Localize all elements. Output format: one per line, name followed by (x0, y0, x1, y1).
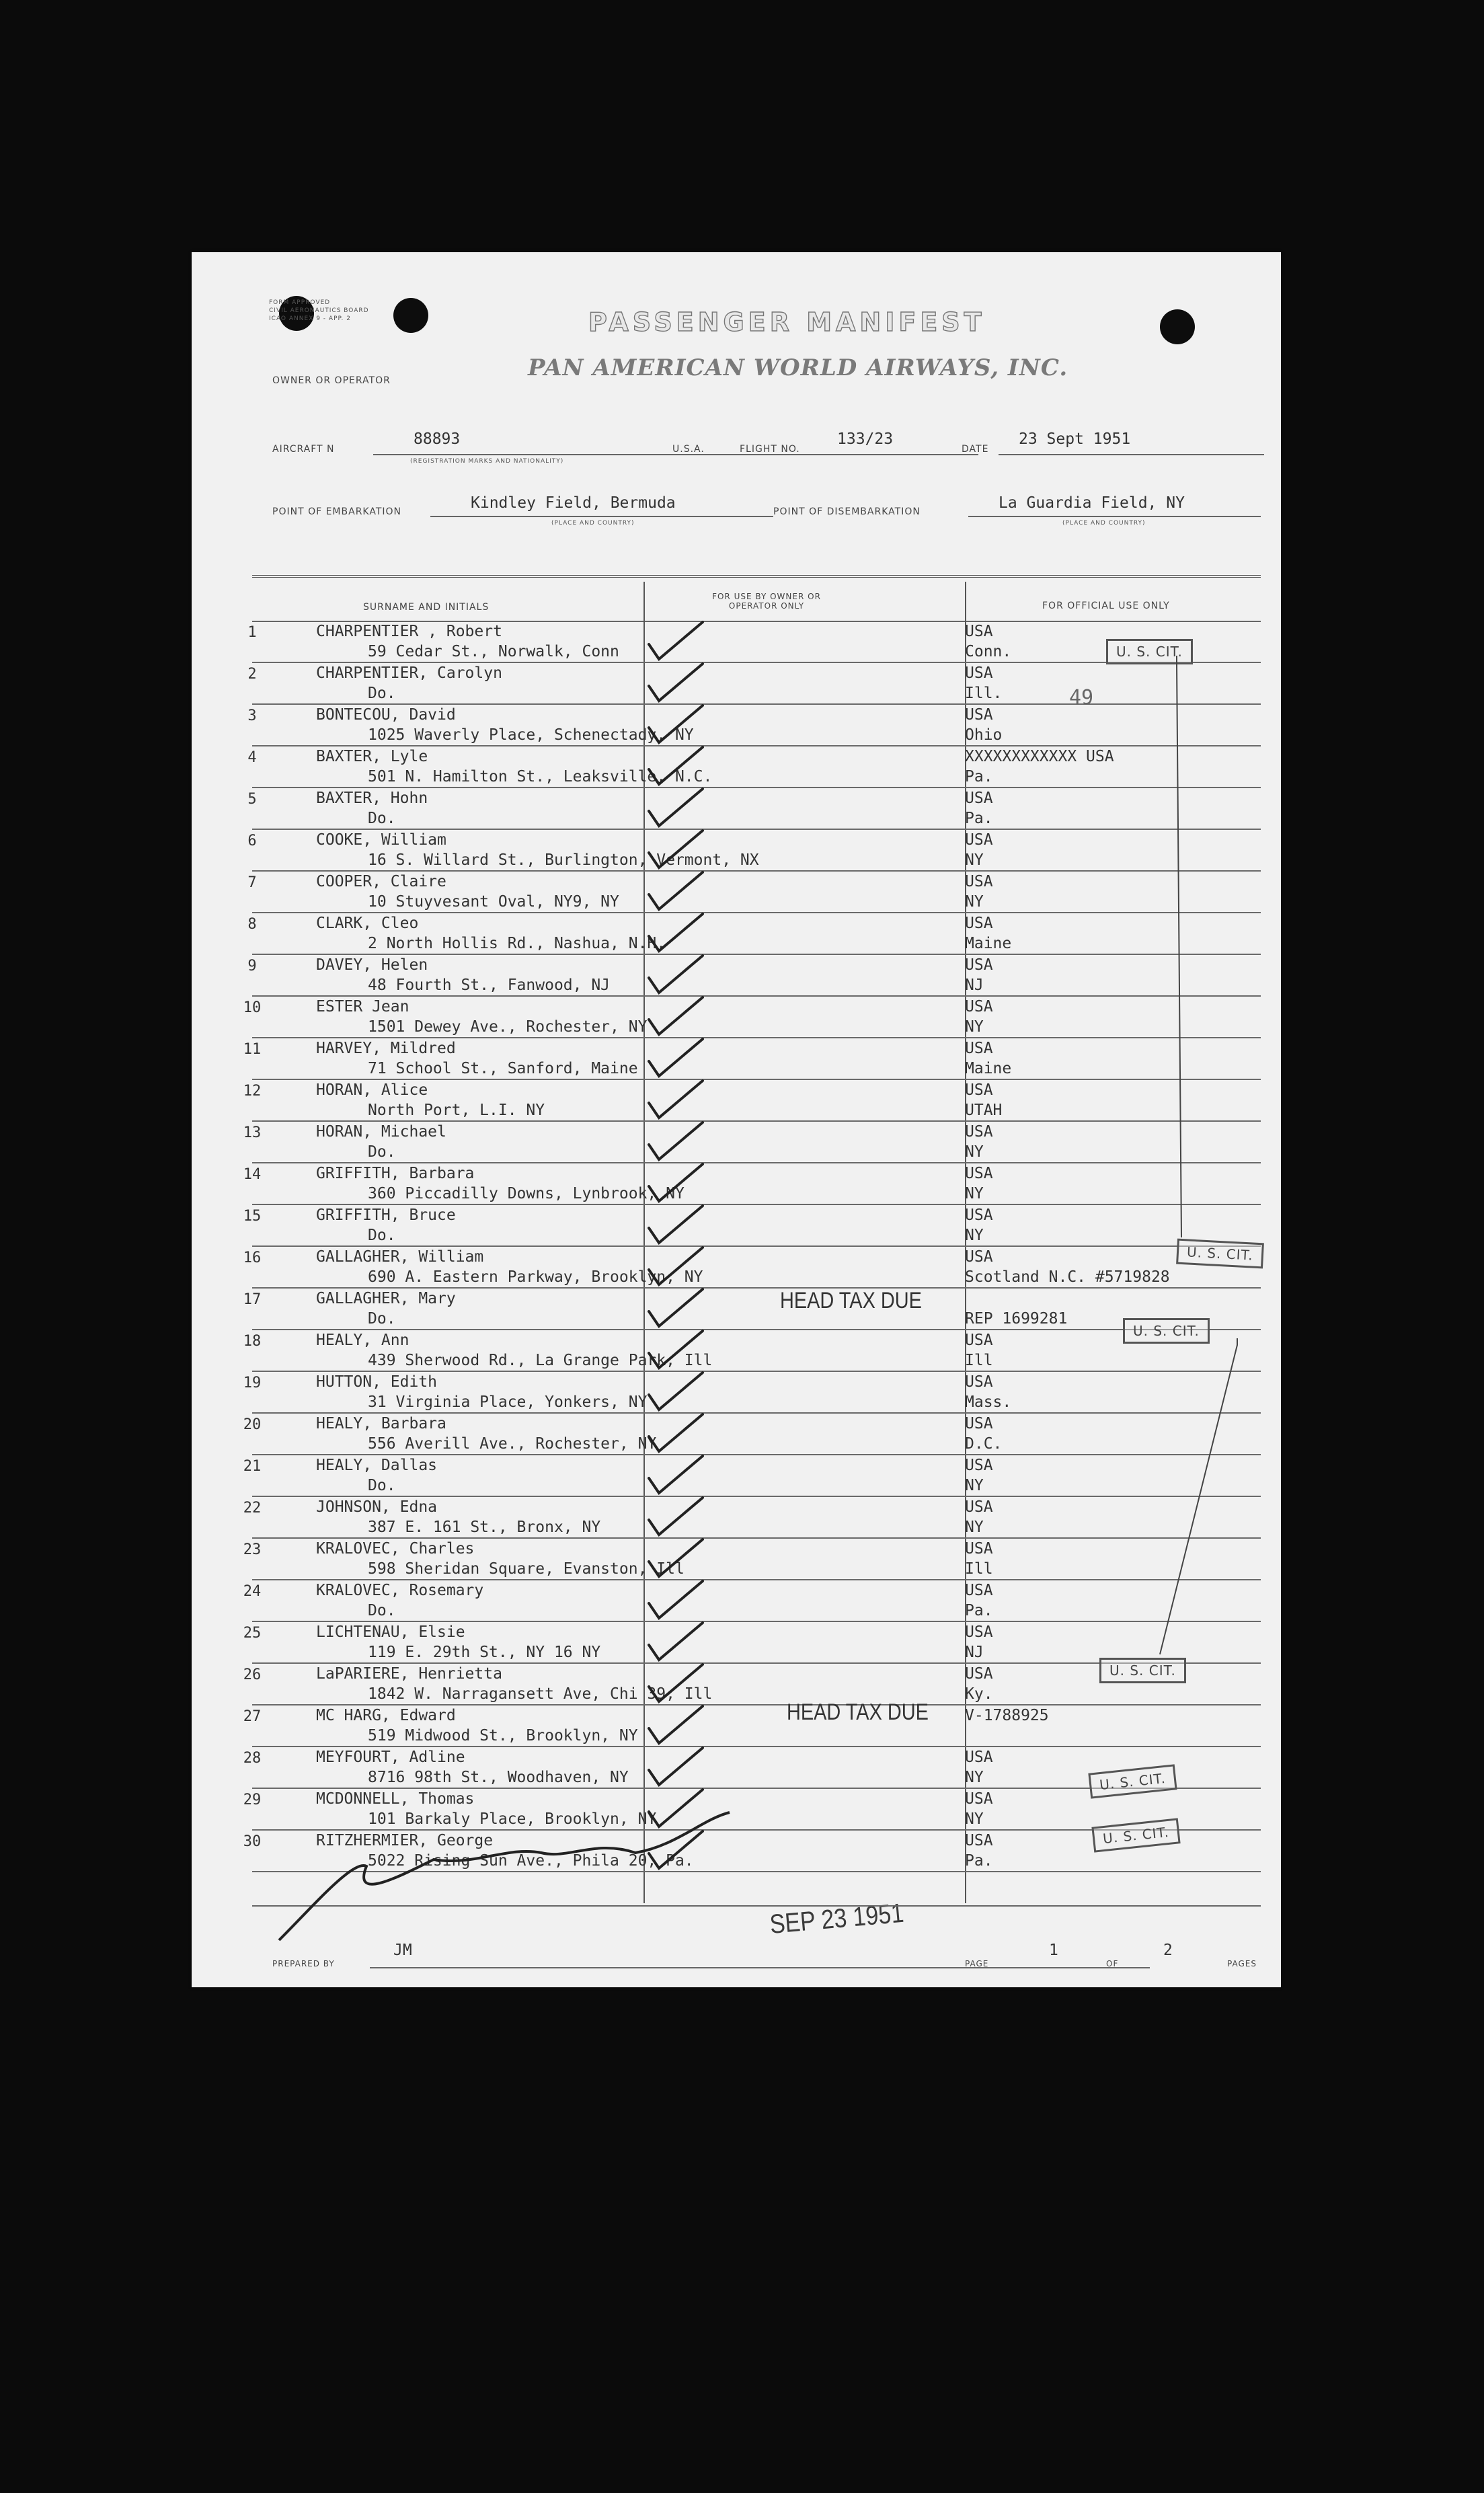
citizenship: USA (965, 1373, 993, 1391)
passenger-name: GRIFFITH, Bruce (316, 1206, 456, 1224)
check-mark (649, 1039, 703, 1076)
passenger-name: KRALOVEC, Charles (316, 1540, 475, 1558)
check-mark (649, 1373, 703, 1410)
passenger-address: Do. (368, 1227, 396, 1244)
of-label: OF (1106, 1959, 1119, 1968)
row-number: 4 (247, 749, 257, 766)
passenger-name: RITZHERMIER, George (316, 1832, 494, 1849)
passenger-name: HUTTON, Edith (316, 1373, 438, 1391)
citizenship: USA (965, 831, 993, 849)
row-number: 1 (247, 624, 257, 641)
check-mark (649, 1498, 703, 1535)
check-mark (649, 1248, 703, 1284)
column-header-owner-use: FOR USE BY OWNER OR OPERATOR ONLY (712, 592, 821, 611)
us-cit-stamp: U. S. CIT. (1176, 1239, 1264, 1269)
citizenship: USA (965, 1832, 993, 1849)
passenger-address: 31 Virginia Place, Yonkers, NY (368, 1393, 648, 1411)
nationality: U.S.A. (672, 444, 705, 455)
residence: Scotland N.C. #5719828 (965, 1268, 1170, 1286)
row-number: 6 (247, 833, 257, 849)
check-mark (649, 664, 703, 701)
check-mark (649, 1414, 703, 1451)
check-mark (649, 1289, 703, 1326)
row-number: 21 (243, 1458, 262, 1475)
check-mark (649, 1581, 703, 1618)
passenger-name: MEYFOURT, Adline (316, 1749, 465, 1766)
residence: Maine (965, 935, 1012, 952)
aircraft-label: AIRCRAFT N (272, 444, 335, 455)
citizenship: USA (965, 1582, 993, 1599)
residence: NY (965, 851, 984, 869)
citizenship: V-1788925 (965, 1707, 1049, 1724)
check-mark (649, 1164, 703, 1201)
citizenship: USA (965, 790, 993, 807)
passenger-name: CLARK, Cleo (316, 915, 419, 932)
passenger-name: MCDONNELL, Thomas (316, 1790, 475, 1808)
passenger-address: 519 Midwood St., Brooklyn, NY (368, 1727, 638, 1744)
passenger-name: ESTER Jean (316, 998, 409, 1015)
residence: NY (965, 1769, 984, 1786)
citizenship: USA (965, 998, 993, 1015)
row-number: 3 (247, 707, 257, 724)
residence: NY (965, 1477, 984, 1494)
passenger-name: HEALY, Ann (316, 1332, 409, 1349)
page-number: 1 (1049, 1942, 1058, 1959)
passenger-address: 16 S. Willard St., Burlington, Vermont, NX (368, 851, 759, 869)
passenger-name: HARVEY, Mildred (316, 1040, 456, 1057)
row-number: 8 (247, 916, 257, 933)
residence: Ohio (965, 726, 1003, 744)
aircraft-number: 88893 (414, 430, 461, 448)
count-mark: 49 (1069, 686, 1094, 709)
citizenship: USA (965, 1665, 993, 1683)
passenger-address: 59 Cedar St., Norwalk, Conn (368, 643, 619, 660)
flight-date: 23 Sept 1951 (1019, 430, 1131, 448)
received-date-stamp: SEP 23 1951 (769, 1898, 905, 1940)
prepared-by-label: PREPARED BY (272, 1959, 335, 1968)
residence: Maine (965, 1060, 1012, 1077)
passenger-name: CHARPENTIER, Carolyn (316, 664, 502, 682)
passenger-address: 2 North Hollis Rd., Nashua, N.H. (368, 935, 666, 952)
citizenship: USA (965, 1415, 993, 1432)
citizenship: USA (965, 1081, 993, 1099)
row-number: 13 (243, 1124, 262, 1141)
arrow-line (1177, 656, 1181, 1237)
handwriting-overlay (192, 252, 1281, 1987)
row-number: 12 (243, 1083, 262, 1100)
citizenship: USA (965, 1540, 993, 1558)
citizenship: USA (965, 664, 993, 682)
residence: NY (965, 1227, 984, 1244)
passenger-name: MC HARG, Edward (316, 1707, 456, 1724)
passenger-name: BONTECOU, David (316, 706, 456, 724)
column-header-official: FOR OFFICIAL USE ONLY (1042, 601, 1170, 611)
passenger-address: Do. (368, 1602, 396, 1619)
head-tax-stamp: HEAD TAX DUE (780, 1288, 922, 1313)
check-mark (649, 1748, 703, 1785)
passenger-address: 1501 Dewey Ave., Rochester, NY (368, 1018, 648, 1036)
passenger-address: 71 School St., Sanford, Maine (368, 1060, 638, 1077)
row-number: 19 (243, 1375, 262, 1391)
citizenship: USA (965, 1040, 993, 1057)
passenger-name: GRIFFITH, Barbara (316, 1165, 475, 1182)
form-code-line: ICAO ANNEX 9 - APP. 2 (269, 315, 351, 322)
us-cit-stamp: U. S. CIT. (1091, 1818, 1180, 1852)
citizenship: USA (965, 873, 993, 890)
passenger-name: HORAN, Alice (316, 1081, 428, 1099)
passenger-name: GALLAGHER, William (316, 1248, 484, 1266)
form-code-line: CIVIL AERONAUTICS BOARD (269, 307, 369, 314)
residence: NY (965, 1519, 984, 1536)
registration-note: (REGISTRATION MARKS AND NATIONALITY) (410, 458, 564, 465)
check-mark (649, 872, 703, 909)
passenger-address: Do. (368, 810, 396, 827)
passenger-name: BAXTER, Lyle (316, 748, 428, 765)
citizenship: USA (965, 1123, 993, 1141)
passenger-name: COOKE, William (316, 831, 446, 849)
owner-label: OWNER OR OPERATOR (272, 375, 391, 386)
passenger-name: DAVEY, Helen (316, 956, 428, 974)
passenger-address: 5022 Rising Sun Ave., Phila 20, Pa. (368, 1852, 694, 1870)
passenger-name: LaPARIERE, Henrietta (316, 1665, 502, 1683)
check-mark (649, 705, 703, 742)
check-mark (649, 1122, 703, 1159)
citizenship: USA (965, 956, 993, 974)
passenger-name: LICHTENAU, Elsie (316, 1623, 465, 1641)
embarkation-label: POINT OF EMBARKATION (272, 506, 402, 517)
passenger-address: 119 E. 29th St., NY 16 NY (368, 1644, 601, 1661)
row-number: 18 (243, 1333, 262, 1350)
flight-number: 133/23 (837, 430, 894, 448)
operator-name: PAN AMERICAN WORLD AIRWAYS, INC. (528, 354, 1068, 381)
passenger-address: 1025 Waverly Place, Schenectady, NY (368, 726, 694, 744)
arrow-line (1160, 1338, 1237, 1654)
form-title: PASSENGER MANIFEST (588, 307, 986, 337)
row-number: 2 (247, 666, 257, 683)
row-number: 17 (243, 1291, 262, 1308)
embarkation-place: Kindley Field, Bermuda (471, 494, 676, 512)
signature (279, 1812, 730, 1940)
row-number: 10 (243, 999, 262, 1016)
check-mark (649, 831, 703, 868)
place-note: (PLACE AND COUNTRY) (551, 520, 635, 527)
check-mark (649, 1706, 703, 1743)
passenger-address: North Port, L.I. NY (368, 1102, 545, 1119)
residence: Mass. (965, 1393, 1012, 1411)
disembarkation-label: POINT OF DISEMBARKATION (773, 506, 921, 517)
residence: UTAH (965, 1102, 1003, 1119)
residence: Pa. (965, 1852, 993, 1870)
check-mark (649, 747, 703, 784)
check-mark (649, 622, 703, 659)
head-tax-stamp: HEAD TAX DUE (787, 1699, 929, 1725)
residence: REP 1699281 (965, 1310, 1068, 1328)
check-mark (649, 1790, 703, 1827)
citizenship: USA (965, 706, 993, 724)
page-total: 2 (1163, 1942, 1173, 1959)
check-mark (649, 1331, 703, 1368)
row-number: 7 (247, 874, 257, 891)
citizenship: USA (965, 1206, 993, 1224)
residence: NJ (965, 976, 984, 994)
row-number: 24 (243, 1583, 262, 1600)
passenger-address: 10 Stuyvesant Oval, NY9, NY (368, 893, 619, 911)
citizenship: USA (965, 915, 993, 932)
prepared-by: JM (393, 1942, 412, 1959)
row-number: 26 (243, 1666, 262, 1683)
row-number: 29 (243, 1792, 262, 1808)
passenger-address: 501 N. Hamilton St., Leaksville, N.C. (368, 768, 713, 785)
residence: Ill (965, 1352, 993, 1369)
row-number: 22 (243, 1500, 262, 1517)
passenger-name: HEALY, Dallas (316, 1457, 438, 1474)
passenger-address: Do. (368, 1310, 396, 1328)
residence: Ill. (965, 685, 1003, 702)
citizenship: USA (965, 1165, 993, 1182)
residence: NY (965, 893, 984, 911)
check-mark (649, 789, 703, 826)
passenger-name: COOPER, Claire (316, 873, 446, 890)
check-mark (649, 1206, 703, 1243)
pages-label: PAGES (1227, 1959, 1257, 1968)
row-number: 9 (247, 958, 257, 974)
residence: Ky. (965, 1685, 993, 1703)
citizenship: USA (965, 1623, 993, 1641)
row-number: 5 (247, 791, 257, 808)
check-mark (649, 1456, 703, 1493)
residence: NY (965, 1185, 984, 1202)
passenger-address: Do. (368, 1143, 396, 1161)
passenger-address: Do. (368, 685, 396, 702)
us-cit-stamp: U. S. CIT. (1099, 1658, 1186, 1683)
row-number: 20 (243, 1416, 262, 1433)
residence: Pa. (965, 810, 993, 827)
citizenship: USA (965, 1790, 993, 1808)
passenger-address: 101 Barkaly Place, Brooklyn, NY (368, 1810, 657, 1828)
passenger-address: 556 Averill Ave., Rochester, NY (368, 1435, 657, 1453)
passenger-address: 439 Sherwood Rd., La Grange Park, Ill (368, 1352, 713, 1369)
row-number: 25 (243, 1625, 262, 1642)
passenger-address: 8716 98th St., Woodhaven, NY (368, 1769, 629, 1786)
row-number: 28 (243, 1750, 262, 1767)
check-mark (649, 1664, 703, 1701)
residence: NJ (965, 1644, 984, 1661)
flight-label: FLIGHT NO. (740, 444, 800, 455)
passenger-address: 1842 W. Narragansett Ave, Chi 39, Ill (368, 1685, 713, 1703)
citizenship: USA (965, 1749, 993, 1766)
passenger-address: 690 A. Eastern Parkway, Brooklyn, NY (368, 1268, 703, 1286)
citizenship: USA (965, 1457, 993, 1474)
passenger-name: HEALY, Barbara (316, 1415, 446, 1432)
row-number: 27 (243, 1708, 262, 1725)
passenger-name: BAXTER, Hohn (316, 790, 428, 807)
residence: NY (965, 1143, 984, 1161)
passenger-name: JOHNSON, Edna (316, 1498, 438, 1516)
passenger-name: KRALOVEC, Rosemary (316, 1582, 484, 1599)
row-number: 16 (243, 1250, 262, 1266)
form-code-line: FORM APPROVED (269, 299, 331, 306)
residence: D.C. (965, 1435, 1003, 1453)
manifest-sheet (192, 252, 1281, 1987)
place-note: (PLACE AND COUNTRY) (1062, 520, 1146, 527)
row-number: 11 (243, 1041, 262, 1058)
row-number: 14 (243, 1166, 262, 1183)
row-number: 30 (243, 1833, 262, 1850)
column-header-surname: SURNAME AND INITIALS (363, 602, 490, 613)
row-number: 15 (243, 1208, 262, 1225)
passenger-address: 598 Sheridan Square, Evanston, Ill (368, 1560, 685, 1578)
check-mark (649, 1623, 703, 1660)
citizenship: USA (965, 1332, 993, 1349)
passenger-address: 387 E. 161 St., Bronx, NY (368, 1519, 601, 1536)
citizenship: USA (965, 1498, 993, 1516)
check-mark (649, 1831, 703, 1868)
passenger-address: 48 Fourth St., Fanwood, NJ (368, 976, 611, 994)
passenger-address: Do. (368, 1477, 396, 1494)
row-number: 23 (243, 1541, 262, 1558)
us-cit-stamp: U. S. CIT. (1106, 639, 1193, 664)
passenger-name: GALLAGHER, Mary (316, 1290, 456, 1307)
residence: NY (965, 1810, 984, 1828)
us-cit-stamp: U. S. CIT. (1123, 1318, 1210, 1344)
check-mark (649, 997, 703, 1034)
date-label: DATE (962, 444, 989, 455)
residence: Pa. (965, 768, 993, 785)
passenger-name: HORAN, Michael (316, 1123, 446, 1141)
passenger-name: CHARPENTIER , Robert (316, 623, 502, 640)
us-cit-stamp: U. S. CIT. (1088, 1764, 1177, 1798)
passenger-address: 360 Piccadilly Downs, Lynbrook, NY (368, 1185, 685, 1202)
citizenship: XXXXXXXXXXXX USA (965, 748, 1114, 765)
residence: Pa. (965, 1602, 993, 1619)
citizenship: USA (965, 623, 993, 640)
check-mark (649, 956, 703, 993)
residence: NY (965, 1018, 984, 1036)
citizenship: USA (965, 1248, 993, 1266)
check-mark (649, 1539, 703, 1576)
check-mark (649, 1081, 703, 1118)
page-label: PAGE (965, 1959, 989, 1968)
check-mark (649, 914, 703, 951)
residence: Conn. (965, 643, 1012, 660)
residence: Ill (965, 1560, 993, 1578)
disembarkation-place: La Guardia Field, NY (999, 494, 1185, 512)
